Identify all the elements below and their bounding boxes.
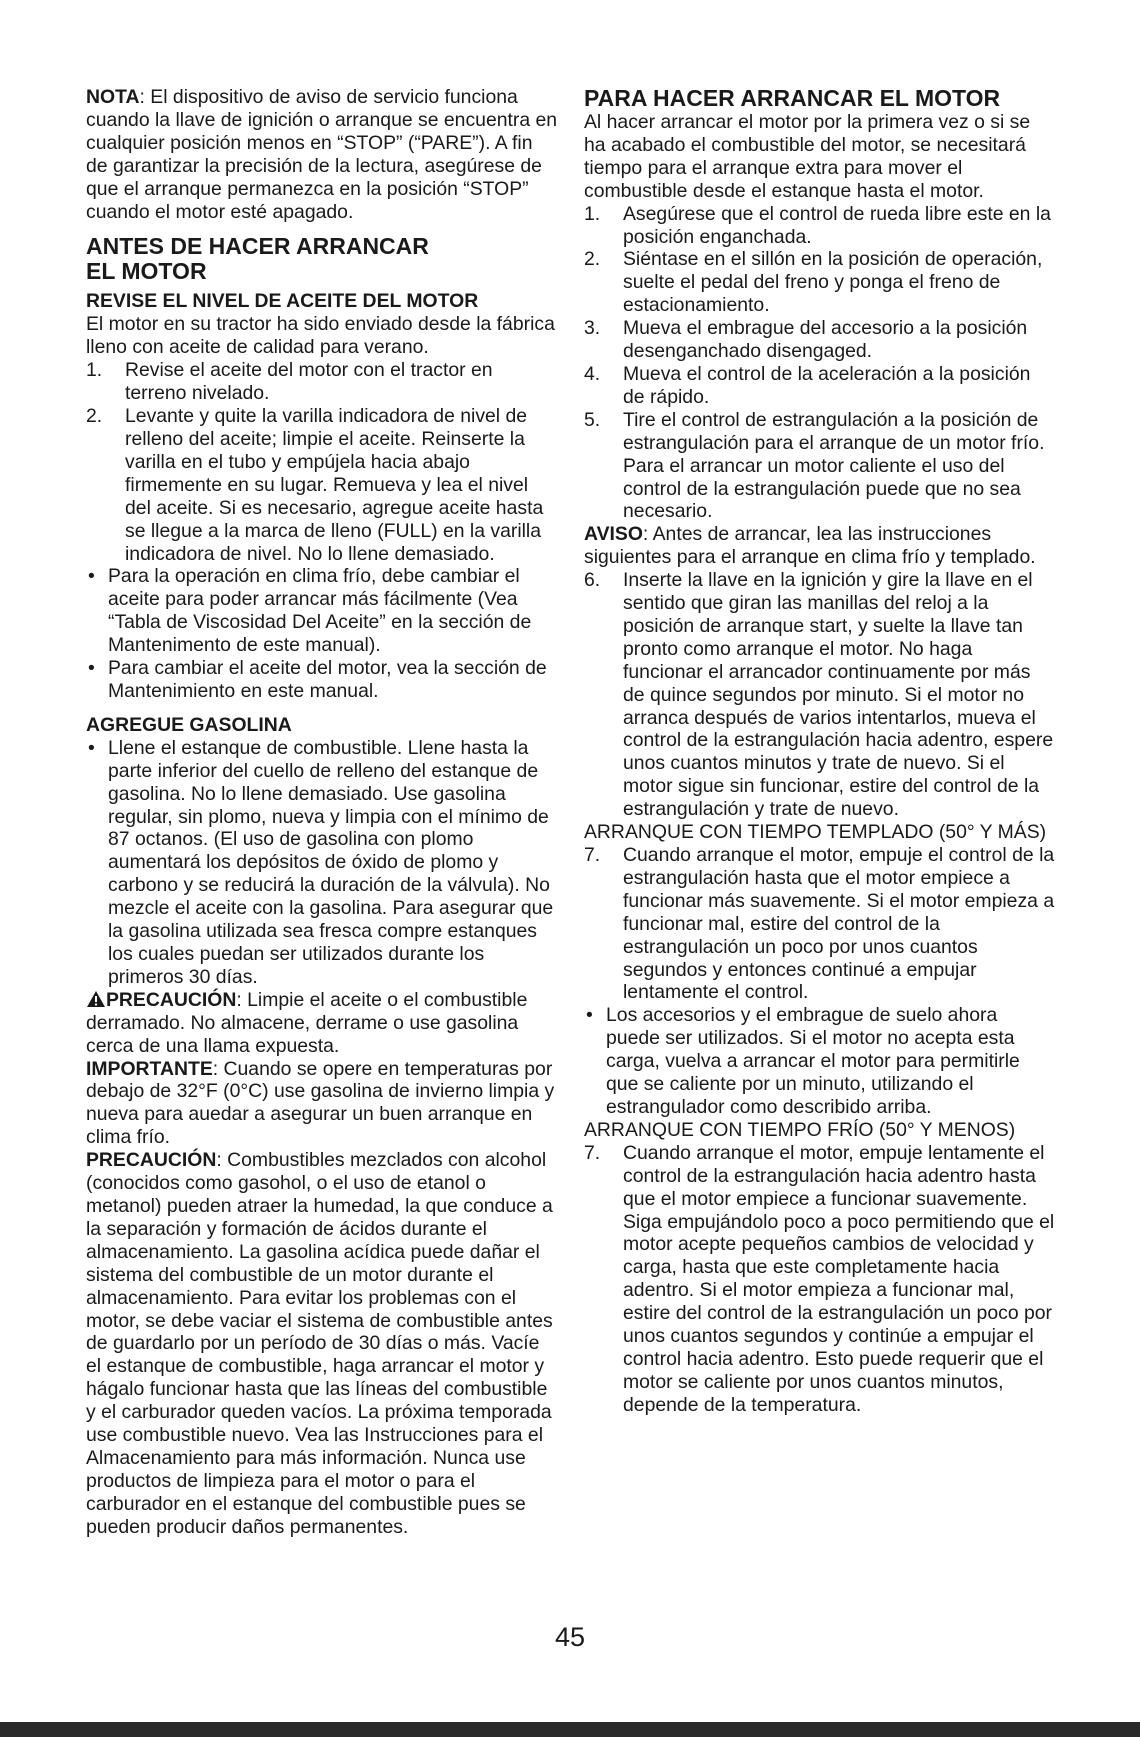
aviso-label: AVISO	[584, 523, 643, 546]
accesorios-bullet	[584, 1004, 1056, 1119]
templado-heading: ARRANQUE CON TIEMPO TEMPLADO (50° Y MÁS)	[584, 821, 1047, 844]
nota-label: NOTA	[86, 86, 140, 108]
step-text: Levante y quite la varilla indicadora de nivel de relleno del aceite; limpie el aceite. Reinserte la varilla en el tubo y empújela hacia abajo firmemente en su lugar. Remueva y lea el nivel del aceite. Si es necesario, agregue aceite hasta se llegue a la marca de lleno (FULL) en la varilla indicadora de nivel. No lo llene demasiado.	[125, 405, 544, 565]
right-column	[584, 86, 1056, 1417]
templado-step-7	[584, 844, 1056, 1004]
step-number: 3.	[584, 317, 601, 340]
bullet-text: Los accesorios y el embrague de suelo ahora puede ser utilizados. Si el motor no acepta esta carga, vuelva a arrancar el motor para permitirle que se caliente por un minuto, utilizando el estrangulador como describido arriba.	[606, 1004, 1020, 1118]
arrancar-step-3	[584, 317, 1056, 363]
step-text: Revise el aceite del motor con el tractor en terreno nivelado.	[125, 359, 493, 405]
aceite-intro: El motor en su tractor ha sido enviado desde la fábrica lleno con aceite de calidad para verano.	[86, 313, 555, 359]
subheading-gasolina: AGREGUE GASOLINA	[86, 713, 292, 736]
step-number: 1.	[584, 202, 601, 225]
step-text: Mueva el embrague del accesorio a la posición desenganchado disengaged.	[623, 317, 1028, 363]
arrancar-step-5	[584, 409, 1056, 524]
step-number: 2.	[86, 405, 103, 428]
nota-paragraph	[86, 86, 558, 223]
bullet-icon: •	[88, 657, 95, 680]
step-number: 7.	[584, 1141, 601, 1164]
bullet-icon: •	[88, 565, 95, 588]
precaucion-1-paragraph	[86, 989, 558, 1058]
precaucion-1-label: PRECAUCIÓN	[106, 988, 237, 1011]
gasolina-bullet	[86, 737, 558, 989]
subheading-aceite: REVISE EL NIVEL DE ACEITE DEL MOTOR	[86, 290, 479, 313]
arrancar-step-2	[584, 248, 1056, 317]
precaucion-1-text: : Limpie el aceite o el combustible derramado. No almacene, derrame o use gasolina cerca de una llama expuesta.	[86, 988, 528, 1057]
bottom-rule	[0, 1722, 1140, 1737]
bullet-icon: •	[586, 1004, 593, 1027]
aviso-text: : Antes de arrancar, lea las instrucciones siguientes para el arranque en clima frío y templado.	[584, 523, 1036, 569]
importante-paragraph	[86, 1058, 558, 1150]
left-column	[86, 86, 558, 1539]
arrancar-step-6	[584, 569, 1056, 821]
step-text: Inserte la llave en la ignición y gire la llave en el sentido que giran las manillas del reloj a la posición de arranque start, y suelte la llave tan pronto como arranque el motor. No haga funcionar el arrancador continuamente por más de quince segundos por minuto. Si el motor no arranca después de varios intentarlos, mueva el control de la estrangulación hacia adentro, espere unos cuantos minutos y trate de nuevo. Si el motor sigue sin funcionar, estire del control de la estrangulación y trate de nuevo.	[623, 569, 1054, 821]
step-number: 4.	[584, 362, 601, 385]
arrancar-step-1	[584, 203, 1056, 249]
bullet-icon: •	[88, 736, 95, 759]
aceite-step-2	[86, 405, 558, 565]
step-number: 5.	[584, 408, 601, 431]
importante-label: IMPORTANTE	[86, 1057, 213, 1080]
aceite-bullet-2	[86, 657, 558, 703]
step-text: Cuando arranque el motor, empuje el control de la estrangulación hasta que el motor empiece a funcionar más suavemente. Si el motor empieza a funcionar mal, estire del control de la estrangulación un poco por unos cuantos segundos y entonces continué a empujar lentamente el control.	[623, 844, 1055, 1004]
aceite-bullet-1	[86, 565, 558, 657]
step-text: Asegúrese que el control de rueda libre este en la posición enganchada.	[623, 202, 1051, 248]
importante-text: : Cuando se opere en temperaturas por debajo de 32°F (0°C) use gasolina de invierno limpia y nueva para auedar a asegurar un buen arranque en clima frío.	[86, 1057, 555, 1149]
step-number: 1.	[86, 359, 103, 382]
bullet-text: Llene el estanque de combustible. Llene hasta la parte inferior del cuello de relleno del estanque de gasolina. No lo llene demasiado. Use gasolina regular, sin plomo, nueva y limpia con el mínimo de 87 octanos. (El uso de gasolina con plomo aumentará los depósitos de óxido de plomo y carbono y se reducirá la duración de la válvula). No mezcle el aceite con la gasolina. Para asegurar que la gasolina utilizada sea fresca compre estanques los cuales puedan ser utilizados durante los primeros 30 días.	[108, 736, 554, 988]
step-number: 6.	[584, 569, 601, 592]
aceite-step-1	[86, 359, 558, 405]
precaucion-2-label: PRECAUCIÓN	[86, 1149, 217, 1172]
nota-text: : El dispositivo de aviso de servicio funciona cuando la llave de ignición o arranque se encuentra en cualquier posición menos en “STOP” (“PARE”). A fin de garantizar la precisión de la lectura, asegúrese de que el arranque permanezca en la posición “STOP” cuando el motor esté apagado.	[86, 86, 558, 223]
step-text: Siéntase en el sillón en la posición de operación, suelte el pedal del freno y ponga el freno de estacionamiento.	[623, 248, 1043, 317]
arrancar-step-4	[584, 363, 1056, 409]
step-number: 7.	[584, 844, 601, 866]
bullet-text: Para la operación en clima frío, debe cambiar el aceite para poder arrancar más fácilmente (Vea “Tabla de Viscosidad Del Aceite” en la sección de Mantenimento de este manual).	[108, 565, 532, 657]
warning-triangle-icon	[86, 990, 106, 1008]
precaucion-2-paragraph	[86, 1149, 558, 1538]
page-number: 45	[554, 1622, 586, 1652]
aviso-paragraph	[584, 523, 1056, 569]
step-text: Mueva el control de la aceleración a la posición de rápido.	[623, 362, 1031, 408]
arrancar-intro: Al hacer arrancar el motor por la primera vez o si se ha acabado el combustible del motor, se necesitará tiempo para el arranque extra para mover el combustible desde el estanque hasta el motor.	[584, 111, 1031, 202]
heading-antes-line1: ANTES DE HACER ARRANCAR	[86, 233, 429, 260]
heading-arrancar: PARA HACER ARRANCAR EL MOTOR	[584, 85, 1001, 111]
frio-step-7	[584, 1142, 1056, 1417]
step-number: 2.	[584, 248, 601, 271]
heading-antes-line2: EL MOTOR	[86, 258, 207, 285]
step-text: Cuando arranque el motor, empuje lentamente el control de la estrangulación hacia adentro hasta que el motor empiece a funcionar suavemente. Siga empujándolo poco a poco permitiendo que el motor acepte pequeños cambios de velocidad y carga, hasta que este completamente hacia adentro. Si el motor empieza a funcionar mal, estire del control de la estrangulación un poco por unos cuantos segundos y continúe a empujar el control hacia adentro. Esto puede requerir que el motor se caliente por unos cuantos minutos, depende de la temperatura.	[623, 1141, 1055, 1416]
precaucion-2-text: : Combustibles mezclados con alcohol (conocidos como gasohol, o el uso de etanol o metanol) pueden atraer la humedad, la que conduce a la separación y formación de ácidos durante el almacenamiento. La gasolina acídica puede dañar el sistema del combustible de un motor durante el almacenamiento. Para evitar los problemas con el motor, se debe vaciar el sistema de combustible antes de guardarlo por un período de 30 días o más. Vacíe el estanque de combustible, haga arrancar el motor y hágalo funcionar hasta que las líneas del combustible y el carburador queden vacíos. La próxima temporada use combustible nuevo. Vea las Instrucciones para el Almacenamiento para más información. Nunca use productos de limpieza para el motor o para el carburador en el estanque del combustible pues se pueden producir daños permanentes.	[86, 1149, 553, 1538]
frio-heading: ARRANQUE CON TIEMPO FRÍO (50° Y MENOS)	[584, 1118, 1016, 1141]
heading-antes	[86, 234, 558, 284]
step-text: Tire el control de estrangulación a la posición de estrangulación para el arranque de un motor frío. Para el arrancar un motor caliente el uso del control de la estrangulación puede que no sea necesario.	[623, 408, 1045, 523]
bullet-text: Para cambiar el aceite del motor, vea la sección de Mantenimiento en este manual.	[108, 657, 547, 702]
